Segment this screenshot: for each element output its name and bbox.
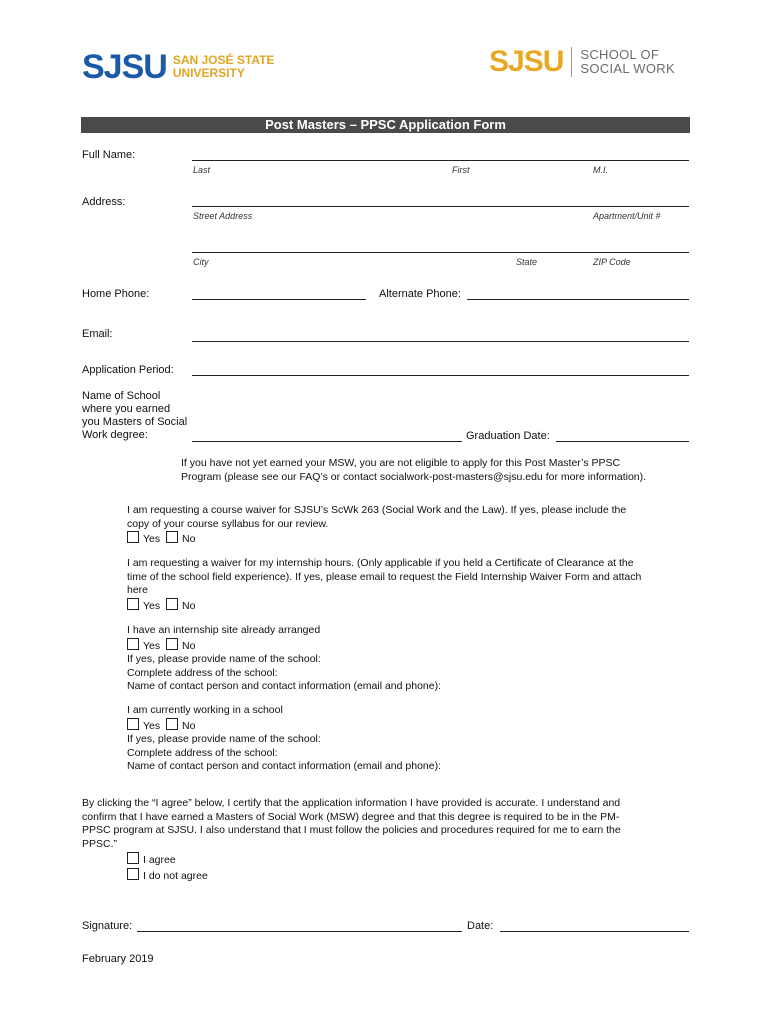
i-agree-label: I agree [143,854,176,866]
signature-label: Signature: [82,920,133,932]
logo-line-1: SCHOOL OF [580,47,660,62]
i-agree-checkbox[interactable] [127,852,139,864]
notice-line: If you have not yet earned your MSW, you are not eligible to apply for this Post Master’s PPSC [181,457,621,469]
school-label-line: Name of School [82,390,161,402]
logo-line-1: SAN JOSÉ STATE [172,53,275,67]
i-do-not-agree-checkbox[interactable] [127,868,139,880]
eligibility-notice [181,457,646,484]
question-line: Name of contact person and contact information (email and phone): [127,760,442,772]
course-waiver-no-checkbox[interactable] [166,531,178,543]
working-in-school-question [127,704,441,774]
first-caption: First [452,165,470,175]
notice-line: Program (please see our FAQ’s or contact socialwork-post-masters@sjsu.edu for more information). [181,470,647,483]
internship-waiver-yes-checkbox[interactable] [127,598,139,610]
logo-divider [571,47,572,77]
course-waiver-question [127,504,626,547]
graduation-date-field[interactable] [556,441,689,442]
city-field[interactable] [192,252,689,253]
internship-waiver-no-checkbox[interactable] [166,598,178,610]
alt-phone-field[interactable] [467,299,689,300]
street-field[interactable] [192,206,689,207]
apt-caption: Apartment/Unit # [593,211,661,221]
school-label-line: you Masters of Social [82,416,188,428]
question-line: I have an internship site already arranged [127,624,321,636]
logo-mark: SJSU [82,48,167,86]
internship-site-yes-checkbox[interactable] [127,638,139,650]
question-line: Complete address of the school: [127,666,278,679]
date-field[interactable] [500,931,689,932]
no-label: No [181,639,196,652]
yes-label: Yes [143,719,161,732]
full-name-field[interactable] [192,160,689,161]
question-line: copy of your course syllabus for our review. [127,517,329,530]
address-label: Address: [82,196,126,208]
statement-line: confirm that I have earned a Masters of Social Work (MSW) degree and that this degree is required to be in the PM- [82,810,620,823]
course-waiver-yes-checkbox[interactable] [127,531,139,543]
application-period-field[interactable] [192,375,689,376]
logo-mark: SJSU [489,45,564,78]
school-label [82,390,187,442]
signature-field[interactable] [137,931,462,932]
street-caption: Street Address [193,211,253,221]
question-line: I am requesting a waiver for my internship hours. (Only applicable if you held a Certificate of Clearance at the [127,557,634,569]
sjsu-university-logo [82,50,274,84]
logo-text [173,54,275,80]
yes-label: Yes [143,599,161,612]
statement-line: By clicking the “I agree” below, I certify that the application information I have provided is accurate. I understand and [82,797,621,809]
statement-line: PPSC program at SJSU. I also understand that I must follow the policies and procedures required for me to earn the [82,824,621,836]
city-caption: City [193,257,209,267]
date-label: Date: [467,920,494,932]
question-line: time of the school field experience). If yes, please email to request the Field Internship Waiver Form and attach [127,570,642,583]
internship-site-no-checkbox[interactable] [166,638,178,650]
school-name-field[interactable] [192,441,462,442]
no-label: No [181,533,196,545]
home-phone-field[interactable] [192,299,366,300]
yes-label: Yes [143,533,161,545]
email-label: Email: [82,328,113,340]
no-label: No [181,599,196,612]
question-line: I am currently working in a school [127,704,283,716]
question-line: Complete address of the school: [127,746,278,759]
school-label-line: where you earned [82,403,171,415]
working-in-school-no-checkbox[interactable] [166,718,178,730]
internship-waiver-question [127,557,641,613]
logo-line-2: SOCIAL WORK [580,61,675,76]
question-line: here [127,584,149,596]
logo-line-2: UNIVERSITY [172,66,245,80]
email-field[interactable] [192,341,689,342]
working-in-school-yes-checkbox[interactable] [127,718,139,730]
certification-statement [82,797,621,851]
zip-caption: ZIP Code [593,257,631,267]
logo-text [580,48,675,76]
form-title: Post Masters – PPSC Application Form [81,117,690,133]
school-of-social-work-logo [489,47,675,77]
form-revision-date: February 2019 [82,953,154,965]
agreement-options [127,852,208,883]
no-label: No [181,719,196,732]
application-period-label: Application Period: [82,364,174,376]
mi-caption: M.I. [593,165,608,175]
question-line: If yes, please provide name of the school: [127,653,321,665]
alt-phone-label: Alternate Phone: [379,288,461,300]
home-phone-label: Home Phone: [82,288,150,300]
full-name-label: Full Name: [82,149,136,161]
question-line: If yes, please provide name of the school: [127,733,321,745]
question-line: I am requesting a course waiver for SJSU’s ScWk 263 (Social Work and the Law). If yes, please include the [127,504,627,516]
i-do-not-agree-label: I do not agree [143,869,208,882]
statement-line: PPSC.” [82,837,118,850]
last-caption: Last [193,165,211,175]
graduation-date-label: Graduation Date: [466,430,550,442]
internship-site-question [127,624,441,694]
question-line: Name of contact person and contact information (email and phone): [127,680,442,692]
yes-label: Yes [143,639,161,652]
school-label-line: Work degree: [82,429,148,441]
state-caption: State [516,257,538,267]
